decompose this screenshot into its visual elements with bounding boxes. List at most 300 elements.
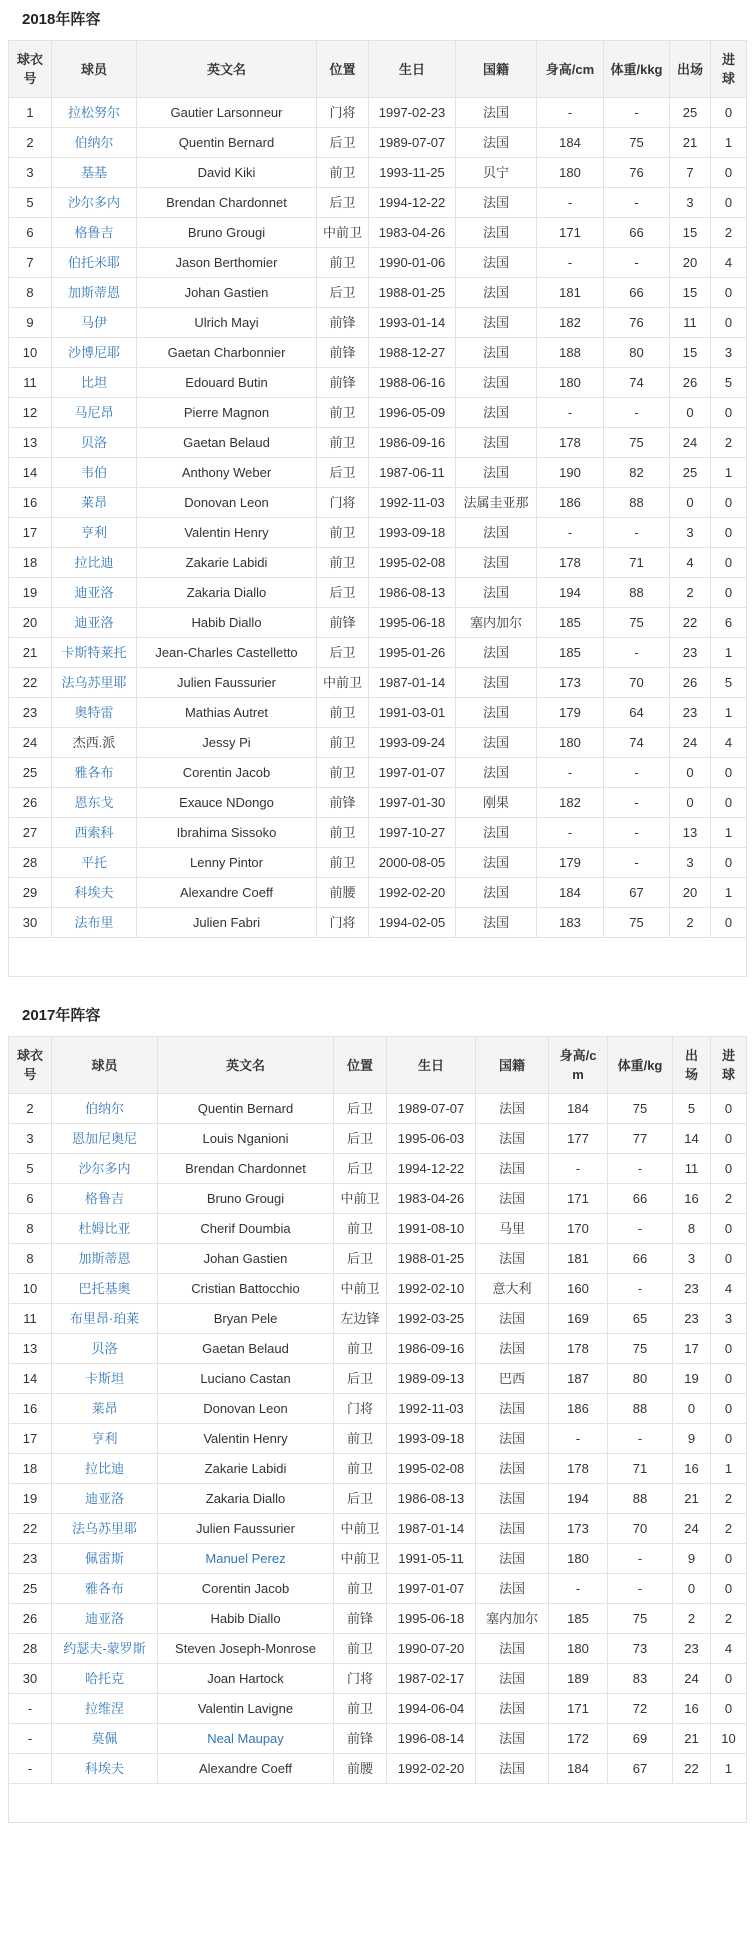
appearances-cell: 17	[673, 1334, 711, 1364]
jersey-number-cell: 5	[9, 188, 52, 218]
appearances-cell: 14	[673, 1124, 711, 1154]
english-name-cell: Zakaria Diallo	[137, 578, 317, 608]
position-cell: 前卫	[317, 428, 369, 458]
weight-cell: -	[604, 788, 670, 818]
player-name-link[interactable]: 韦伯	[80, 465, 107, 480]
column-header-position: 位置	[317, 41, 369, 98]
player-row	[9, 1334, 747, 1364]
player-name-cell	[52, 818, 137, 848]
player-name-cell	[52, 578, 137, 608]
column-header-appearances: 出场	[670, 41, 711, 98]
jersey-number-cell: 16	[9, 488, 52, 518]
weight-cell: 66	[608, 1184, 673, 1214]
english-name-cell: Bryan Pele	[158, 1304, 334, 1334]
height-cell: 182	[537, 308, 604, 338]
english-name-cell: Cherif Doumbia	[158, 1214, 334, 1244]
height-cell: 189	[549, 1664, 608, 1694]
player-name-link[interactable]: 比坦	[80, 375, 107, 390]
weight-cell: 75	[604, 608, 670, 638]
player-name-link[interactable]: 伯托米耶	[67, 255, 120, 270]
weight-cell: -	[604, 758, 670, 788]
birthday-cell: 1990-01-06	[369, 248, 456, 278]
birthday-cell: 1991-08-10	[387, 1214, 476, 1244]
player-name-link[interactable]: 奥特雷	[74, 705, 114, 720]
birthday-cell: 1988-12-27	[369, 338, 456, 368]
column-header-position: 位置	[334, 1037, 387, 1094]
position-cell: 前锋	[317, 368, 369, 398]
player-row	[9, 338, 747, 368]
player-name-link[interactable]: 拉比迪	[84, 1461, 124, 1476]
english-name-cell: Corentin Jacob	[158, 1574, 334, 1604]
nationality-cell: 法国	[476, 1424, 549, 1454]
jersey-number-cell: 10	[9, 1274, 52, 1304]
player-name-link[interactable]: 雅各布	[74, 765, 114, 780]
birthday-cell: 1994-06-04	[387, 1694, 476, 1724]
player-name-cell	[52, 848, 137, 878]
player-name-link[interactable]: 莱昂	[80, 495, 107, 510]
weight-cell: 82	[604, 458, 670, 488]
appearances-cell: 2	[670, 908, 711, 938]
position-cell: 前卫	[317, 818, 369, 848]
birthday-cell: 1989-07-07	[387, 1094, 476, 1124]
goals-cell: 0	[711, 758, 747, 788]
player-name-link[interactable]: 加斯蒂恩	[78, 1251, 131, 1266]
nationality-cell: 马里	[476, 1214, 549, 1244]
position-cell: 后卫	[334, 1094, 387, 1124]
roster-table-2017	[8, 1036, 747, 1823]
player-name-link[interactable]: 马尼昂	[74, 405, 114, 420]
position-cell: 前锋	[317, 608, 369, 638]
player-row	[9, 308, 747, 338]
player-name-cell	[52, 908, 137, 938]
appearances-cell: 0	[673, 1574, 711, 1604]
goals-cell: 2	[711, 1484, 747, 1514]
height-cell: -	[537, 518, 604, 548]
appearances-cell: 26	[670, 368, 711, 398]
player-row	[9, 788, 747, 818]
player-row	[9, 518, 747, 548]
player-name-cell	[52, 518, 137, 548]
goals-cell: 2	[711, 1184, 747, 1214]
weight-cell: 75	[604, 128, 670, 158]
jersey-number-cell: 30	[9, 908, 52, 938]
birthday-cell: 1986-09-16	[387, 1334, 476, 1364]
goals-cell: 0	[711, 1574, 747, 1604]
position-cell: 中前卫	[317, 668, 369, 698]
birthday-cell: 1990-07-20	[387, 1634, 476, 1664]
goals-cell: 0	[711, 788, 747, 818]
weight-cell: -	[604, 848, 670, 878]
player-row	[9, 1694, 747, 1724]
position-cell: 门将	[317, 488, 369, 518]
player-row	[9, 1574, 747, 1604]
height-cell: 184	[537, 128, 604, 158]
nationality-cell: 法国	[476, 1724, 549, 1754]
weight-cell: 76	[604, 158, 670, 188]
player-name-link[interactable]: 拉维涅	[84, 1701, 124, 1716]
appearances-cell: 4	[670, 548, 711, 578]
goals-cell: 4	[711, 1634, 747, 1664]
player-row	[9, 1124, 747, 1154]
appearances-cell: 13	[670, 818, 711, 848]
column-header-weight: 体重/kkg	[604, 41, 670, 98]
player-row	[9, 1544, 747, 1574]
nationality-cell: 法国	[456, 128, 537, 158]
player-name-cell	[52, 638, 137, 668]
goals-cell: 0	[711, 1154, 747, 1184]
player-row	[9, 668, 747, 698]
player-name-cell	[52, 758, 137, 788]
english-name-cell: Gaetan Belaud	[137, 428, 317, 458]
weight-cell: 71	[604, 548, 670, 578]
english-name-cell: Julien Faussurier	[158, 1514, 334, 1544]
birthday-cell: 1991-05-11	[387, 1544, 476, 1574]
appearances-cell: 21	[673, 1484, 711, 1514]
player-name-link[interactable]: 科埃夫	[74, 885, 114, 900]
player-name-link[interactable]: 贝洛	[91, 1341, 118, 1356]
player-name-link[interactable]: 基基	[80, 165, 107, 180]
english-name-link[interactable]: Manuel Perez	[205, 1551, 286, 1566]
weight-cell: -	[608, 1574, 673, 1604]
player-name-link[interactable]: 卡斯特莱托	[61, 645, 127, 660]
appearances-cell: 2	[670, 578, 711, 608]
height-cell: 180	[549, 1634, 608, 1664]
birthday-cell: 1987-01-14	[387, 1514, 476, 1544]
player-name-cell	[52, 398, 137, 428]
height-cell: -	[537, 758, 604, 788]
position-cell: 后卫	[334, 1124, 387, 1154]
weight-cell: 66	[604, 218, 670, 248]
weight-cell: 70	[608, 1514, 673, 1544]
goals-cell: 0	[711, 1544, 747, 1574]
birthday-cell: 1987-06-11	[369, 458, 456, 488]
nationality-cell: 法国	[476, 1484, 549, 1514]
weight-cell: 66	[608, 1244, 673, 1274]
height-cell: 194	[537, 578, 604, 608]
nationality-cell: 法国	[456, 218, 537, 248]
player-name-cell	[52, 1544, 158, 1574]
goals-cell: 4	[711, 248, 747, 278]
player-name-link[interactable]: 法乌苏里耶	[61, 675, 127, 690]
player-name-link[interactable]: 迪亚洛	[74, 585, 114, 600]
height-cell: -	[537, 188, 604, 218]
player-name-link[interactable]: 迪亚洛	[74, 615, 114, 630]
nationality-cell: 法国	[456, 758, 537, 788]
goals-cell: 3	[711, 1304, 747, 1334]
english-name-cell: Julien Fabri	[137, 908, 317, 938]
player-row	[9, 758, 747, 788]
nationality-cell: 法国	[456, 398, 537, 428]
player-name-link[interactable]: 约瑟夫-蒙罗斯	[63, 1641, 146, 1656]
player-name-link[interactable]: 伯纳尔	[84, 1101, 124, 1116]
player-name-cell	[52, 218, 137, 248]
position-cell: 左边锋	[334, 1304, 387, 1334]
column-header-height: 身高/cm	[537, 41, 604, 98]
position-cell: 前腰	[334, 1754, 387, 1784]
height-cell: -	[537, 398, 604, 428]
position-cell: 中前卫	[334, 1544, 387, 1574]
nationality-cell: 法国	[476, 1664, 549, 1694]
english-name-cell: Bruno Grougi	[137, 218, 317, 248]
jersey-number-cell: 5	[9, 1154, 52, 1184]
player-row	[9, 1634, 747, 1664]
birthday-cell: 1996-05-09	[369, 398, 456, 428]
player-name-cell	[52, 1274, 158, 1304]
appearances-cell: 16	[673, 1184, 711, 1214]
english-name-cell: Louis Nganioni	[158, 1124, 334, 1154]
player-name-link[interactable]: 贝洛	[80, 435, 107, 450]
player-name-link[interactable]: 莱昂	[91, 1401, 118, 1416]
height-cell: -	[549, 1154, 608, 1184]
player-name-link[interactable]: 西索科	[74, 825, 114, 840]
jersey-number-cell: 9	[9, 308, 52, 338]
nationality-cell: 法国	[476, 1574, 549, 1604]
player-name-link[interactable]: 法布里	[74, 915, 114, 930]
appearances-cell: 15	[670, 338, 711, 368]
player-name-cell	[52, 338, 137, 368]
player-name-link[interactable]: 法乌苏里耶	[71, 1521, 137, 1536]
nationality-cell: 法国	[476, 1094, 549, 1124]
english-name-cell: Anthony Weber	[137, 458, 317, 488]
column-header-height: 身高/cm	[549, 1037, 608, 1094]
player-name-link[interactable]: 恩加尼奥尼	[71, 1131, 137, 1146]
english-name-cell: Alexandre Coeff	[137, 878, 317, 908]
player-row	[9, 578, 747, 608]
english-name-cell: Gaetan Charbonnier	[137, 338, 317, 368]
birthday-cell: 1997-01-07	[369, 758, 456, 788]
appearances-cell: 25	[670, 458, 711, 488]
jersey-number-cell: 12	[9, 398, 52, 428]
player-name-link[interactable]: 沙尔多内	[78, 1161, 131, 1176]
header-row	[9, 1037, 747, 1094]
player-name-link[interactable]: 杜姆比亚	[78, 1221, 131, 1236]
section-title-2018: 2018年阵容	[22, 11, 101, 28]
player-name-link[interactable]: 沙尔多内	[67, 195, 120, 210]
player-name-cell	[52, 98, 137, 128]
position-cell: 前腰	[317, 878, 369, 908]
position-cell: 后卫	[334, 1364, 387, 1394]
player-name-link[interactable]: 马伊	[80, 315, 107, 330]
column-header-nationality: 国籍	[476, 1037, 549, 1094]
player-name-link[interactable]: 科埃夫	[84, 1761, 124, 1776]
player-name-link[interactable]: 亨利	[91, 1431, 118, 1446]
player-name-link[interactable]: 平托	[80, 855, 107, 870]
weight-cell: -	[608, 1544, 673, 1574]
weight-cell: -	[604, 638, 670, 668]
player-name-cell	[52, 1214, 158, 1244]
player-name-link[interactable]: 莫佩	[91, 1731, 118, 1746]
height-cell: 180	[537, 728, 604, 758]
player-name-link[interactable]: 卡斯坦	[84, 1371, 124, 1386]
nationality-cell: 法国	[456, 98, 537, 128]
player-name-cell	[52, 158, 137, 188]
player-name-link[interactable]: 巴托基奥	[78, 1281, 131, 1296]
position-cell: 后卫	[317, 578, 369, 608]
position-cell: 前卫	[334, 1454, 387, 1484]
jersey-number-cell: 17	[9, 1424, 52, 1454]
player-row	[9, 1454, 747, 1484]
appearances-cell: 3	[670, 848, 711, 878]
birthday-cell: 1994-12-22	[387, 1154, 476, 1184]
player-name-link[interactable]: 拉松努尔	[67, 105, 120, 120]
nationality-cell: 法属圭亚那	[456, 488, 537, 518]
height-cell: 171	[549, 1184, 608, 1214]
player-name-link[interactable]: 加斯蒂恩	[67, 285, 120, 300]
goals-cell: 0	[711, 578, 747, 608]
player-name-link[interactable]: 迪亚洛	[84, 1491, 124, 1506]
height-cell: -	[549, 1574, 608, 1604]
english-name-cell: Corentin Jacob	[137, 758, 317, 788]
goals-cell: 0	[711, 1664, 747, 1694]
appearances-cell: 2	[673, 1604, 711, 1634]
empty-cell	[9, 938, 747, 977]
column-header-player: 球员	[52, 41, 137, 98]
height-cell: 185	[537, 638, 604, 668]
appearances-cell: 15	[670, 218, 711, 248]
player-name-link[interactable]: 沙博尼耶	[67, 345, 120, 360]
weight-cell: 72	[608, 1694, 673, 1724]
column-header-goals: 进球	[711, 41, 747, 98]
player-row	[9, 1604, 747, 1634]
nationality-cell: 塞内加尔	[456, 608, 537, 638]
goals-cell: 0	[711, 98, 747, 128]
weight-cell: -	[608, 1154, 673, 1184]
goals-cell: 1	[711, 458, 747, 488]
jersey-number-cell: 28	[9, 1634, 52, 1664]
goals-cell: 2	[711, 218, 747, 248]
player-name-link[interactable]: 哈托克	[84, 1671, 124, 1686]
player-name-link[interactable]: 布里昂·珀莱	[69, 1311, 140, 1326]
english-name-cell: Julien Faussurier	[137, 668, 317, 698]
player-row	[9, 488, 747, 518]
player-name-link[interactable]: 迪亚洛	[84, 1611, 124, 1626]
player-name-cell	[52, 698, 137, 728]
player-name-cell	[52, 878, 137, 908]
player-name-link[interactable]: 格鲁吉	[84, 1191, 124, 1206]
jersey-number-cell: 26	[9, 788, 52, 818]
english-name-cell: Exauce NDongo	[137, 788, 317, 818]
weight-cell: 88	[608, 1484, 673, 1514]
birthday-cell: 1987-01-14	[369, 668, 456, 698]
jersey-number-cell: 13	[9, 428, 52, 458]
weight-cell: 77	[608, 1124, 673, 1154]
player-row	[9, 1364, 747, 1394]
jersey-number-cell: 25	[9, 1574, 52, 1604]
height-cell: 173	[537, 668, 604, 698]
weight-cell: 71	[608, 1454, 673, 1484]
appearances-cell: 20	[670, 878, 711, 908]
birthday-cell: 1995-02-08	[387, 1454, 476, 1484]
player-name-cell	[52, 308, 137, 338]
goals-cell: 0	[711, 848, 747, 878]
player-row	[9, 458, 747, 488]
goals-cell: 0	[711, 1214, 747, 1244]
goals-cell: 6	[711, 608, 747, 638]
english-name-cell: Zakaria Diallo	[158, 1484, 334, 1514]
jersey-number-cell: 3	[9, 158, 52, 188]
english-name-cell: Ulrich Mayi	[137, 308, 317, 338]
weight-cell: 88	[604, 488, 670, 518]
weight-cell: -	[608, 1274, 673, 1304]
goals-cell: 2	[711, 1514, 747, 1544]
nationality-cell: 法国	[456, 368, 537, 398]
player-row	[9, 908, 747, 938]
weight-cell: 75	[608, 1334, 673, 1364]
english-name-cell: Valentin Lavigne	[158, 1694, 334, 1724]
jersey-number-cell: -	[9, 1694, 52, 1724]
weight-cell: 70	[604, 668, 670, 698]
english-name-link[interactable]: Neal Maupay	[207, 1731, 284, 1746]
weight-cell: 74	[604, 728, 670, 758]
nationality-cell: 贝宁	[456, 158, 537, 188]
birthday-cell: 1992-02-10	[387, 1274, 476, 1304]
height-cell: 178	[549, 1454, 608, 1484]
appearances-cell: 16	[673, 1694, 711, 1724]
player-row	[9, 1394, 747, 1424]
weight-cell: 75	[604, 428, 670, 458]
player-name-link[interactable]: 格鲁吉	[74, 225, 114, 240]
appearances-cell: 26	[670, 668, 711, 698]
position-cell: 前卫	[317, 758, 369, 788]
appearances-cell: 0	[670, 398, 711, 428]
height-cell: 170	[549, 1214, 608, 1244]
player-name-cell	[52, 1094, 158, 1124]
player-name-cell	[52, 1184, 158, 1214]
jersey-number-cell: 26	[9, 1604, 52, 1634]
birthday-cell: 1993-01-14	[369, 308, 456, 338]
position-cell: 前卫	[334, 1214, 387, 1244]
nationality-cell: 法国	[456, 698, 537, 728]
player-name-cell	[52, 368, 137, 398]
player-row	[9, 1154, 747, 1184]
weight-cell: 65	[608, 1304, 673, 1334]
birthday-cell: 1994-12-22	[369, 188, 456, 218]
jersey-number-cell: 18	[9, 548, 52, 578]
jersey-number-cell: 8	[9, 1214, 52, 1244]
birthday-cell: 1992-11-03	[387, 1394, 476, 1424]
player-name-link[interactable]: 拉比迪	[74, 555, 114, 570]
position-cell: 前卫	[317, 728, 369, 758]
nationality-cell: 法国	[456, 428, 537, 458]
position-cell: 前锋	[317, 788, 369, 818]
player-name-cell	[52, 608, 137, 638]
jersey-number-cell: 21	[9, 638, 52, 668]
position-cell: 前卫	[334, 1424, 387, 1454]
birthday-cell: 1988-06-16	[369, 368, 456, 398]
player-name-link[interactable]: 亨利	[80, 525, 107, 540]
english-name-cell: David Kiki	[137, 158, 317, 188]
player-name-link[interactable]: 伯纳尔	[74, 135, 114, 150]
player-name-link[interactable]: 雅各布	[84, 1581, 124, 1596]
goals-cell: 4	[711, 1274, 747, 1304]
player-name-cell	[52, 1574, 158, 1604]
appearances-cell: 24	[673, 1514, 711, 1544]
position-cell: 前卫	[334, 1574, 387, 1604]
position-cell: 前卫	[317, 398, 369, 428]
english-name-cell: Habib Diallo	[158, 1604, 334, 1634]
weight-cell: -	[604, 188, 670, 218]
jersey-number-cell: 11	[9, 1304, 52, 1334]
nationality-cell: 法国	[456, 248, 537, 278]
appearances-cell: 23	[673, 1304, 711, 1334]
player-name-link[interactable]: 佩雷斯	[84, 1551, 124, 1566]
height-cell: -	[537, 818, 604, 848]
weight-cell: 88	[608, 1394, 673, 1424]
player-name-cell	[52, 278, 137, 308]
player-name-link[interactable]: 恩东戈	[74, 795, 114, 810]
player-name-cell	[52, 428, 137, 458]
position-cell: 前锋	[317, 338, 369, 368]
